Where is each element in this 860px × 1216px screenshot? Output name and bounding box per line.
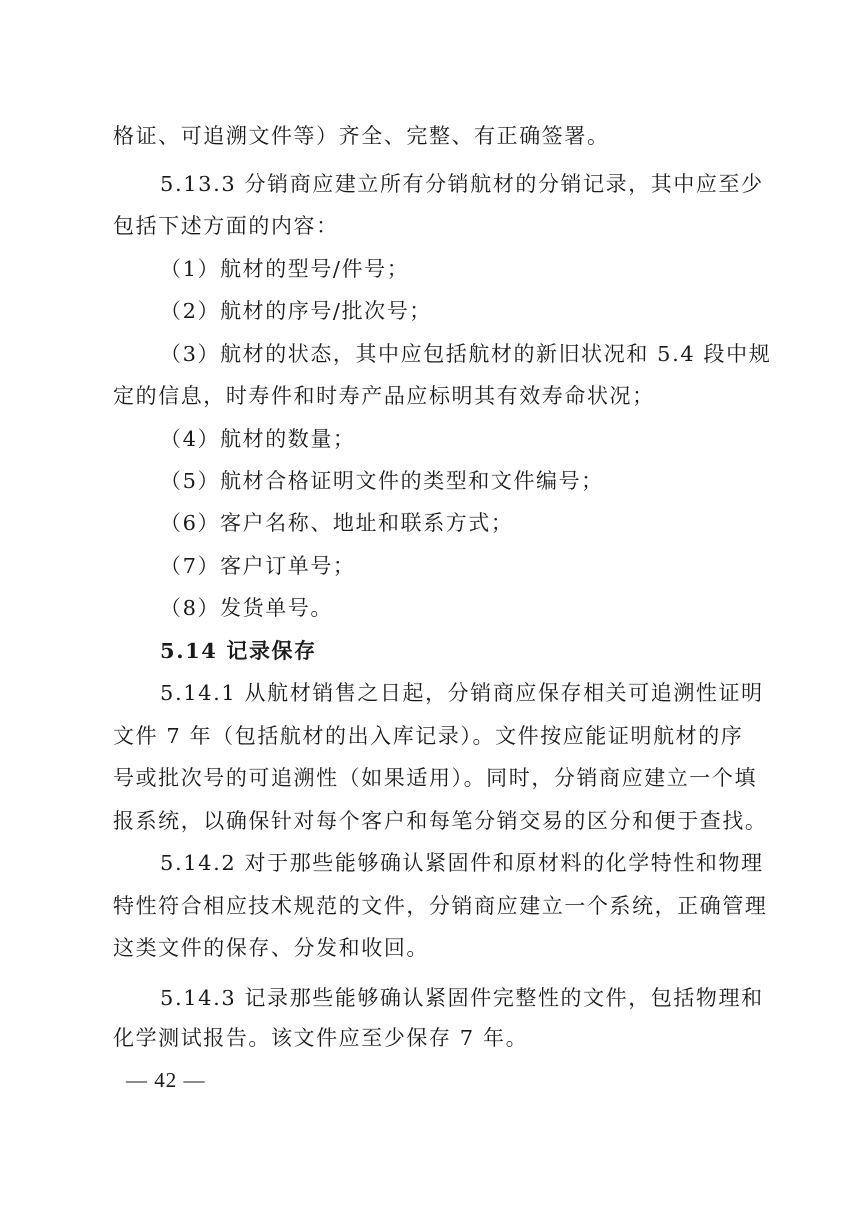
list-item: （7）客户订单号； xyxy=(160,554,356,578)
text-line: 5.14.1 从航材销售之日起，分销商应保存相关可追溯性证明 xyxy=(160,681,764,705)
text-line: 文件 7 年（包括航材的出入库记录）。文件按应能证明航材的序 xyxy=(113,724,744,748)
list-item: （6）客户名称、地址和联系方式； xyxy=(160,511,514,535)
text-line: 这类文件的保存、分发和收回。 xyxy=(113,936,429,960)
section-heading: 5.14 记录保存 xyxy=(160,638,317,663)
text-line: 报系统，以确保针对每个客户和每笔分销交易的区分和便于查找。 xyxy=(113,809,768,833)
text-line: 5.13.3 分销商应建立所有分销航材的分销记录，其中应至少 xyxy=(160,172,764,196)
list-item: （5）航材合格证明文件的类型和文件编号； xyxy=(160,469,604,493)
list-item: （1）航材的型号/件号； xyxy=(160,257,410,281)
text-line: 特性符合相应技术规范的文件，分销商应建立一个系统，正确管理 xyxy=(113,894,768,918)
list-item: （3）航材的状态，其中应包括航材的新旧状况和 5.4 段中规 xyxy=(160,342,772,366)
text-line: 5.14.3 记录那些能够确认紧固件完整性的文件，包括物理和 xyxy=(160,986,764,1010)
text-line: 格证、可追溯文件等）齐全、完整、有正确签署。 xyxy=(113,124,610,148)
text-line: 定的信息，时寿件和时寿产品应标明其有效寿命状况； xyxy=(113,384,655,408)
page-number: — 42 — xyxy=(126,1068,206,1092)
text-line: 包括下述方面的内容： xyxy=(113,214,339,238)
text-line: 化学测试报告。该文件应至少保存 7 年。 xyxy=(113,1026,529,1050)
list-item: （4）航材的数量； xyxy=(160,427,356,451)
text-line: 号或批次号的可追溯性（如果适用）。同时，分销商应建立一个填 xyxy=(113,766,758,790)
list-item: （8）发货单号。 xyxy=(160,596,333,620)
list-item: （2）航材的序号/批次号； xyxy=(160,299,432,323)
text-line: 5.14.2 对于那些能够确认紧固件和原材料的化学特性和物理 xyxy=(160,851,764,875)
